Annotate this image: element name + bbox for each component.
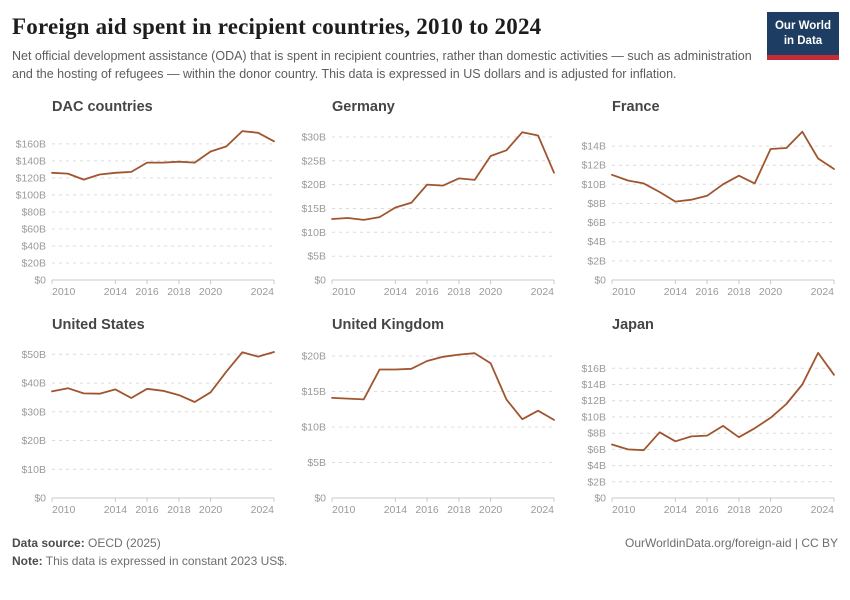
y-tick-label: $14B [581,378,606,391]
y-tick-label: $25B [301,154,326,167]
x-tick-label: 2024 [250,503,274,516]
y-tick-label: $0 [34,492,46,505]
footer-left [12,534,287,571]
facet-dac-countries [12,98,276,302]
y-tick-label: $0 [34,274,46,287]
y-tick-label: $5B [307,456,326,469]
facet-title: United Kingdom [332,316,444,333]
y-tick-label: $0 [594,492,606,505]
y-tick-label: $140B [15,155,46,168]
note-value: This data is expressed in constant 2023 US$. [42,554,288,569]
x-tick-label: 2020 [478,285,503,298]
x-tick-label: 2016 [415,503,439,516]
x-tick-label: 2010 [332,503,356,516]
y-tick-label: $0 [594,274,606,287]
y-tick-label: $50B [21,348,46,361]
y-tick-label: $15B [301,202,326,215]
x-tick-label: 2024 [810,503,834,516]
facet-germany [292,98,556,302]
x-tick-label: 2010 [52,503,76,516]
y-tick-label: $5B [307,250,326,263]
line-series [332,353,554,420]
chart-svg [572,118,836,302]
x-tick-label: 2024 [530,285,554,298]
x-tick-label: 2016 [695,285,719,298]
y-tick-label: $20B [21,434,46,447]
y-tick-label: $30B [21,406,46,419]
x-tick-label: 2014 [663,285,688,298]
facet-title: Germany [332,98,395,115]
x-tick-label: 2016 [695,503,719,516]
page-title: Foreign aid spent in recipient countries, 2010 to 2024 [12,14,542,39]
x-tick-label: 2010 [612,503,636,516]
x-tick-label: 2014 [383,503,408,516]
y-tick-label: $15B [301,385,326,398]
y-tick-label: $10B [301,226,326,239]
line-series [52,352,274,402]
x-tick-label: 2018 [167,285,191,298]
y-tick-label: $0 [314,274,326,287]
data-source-label: Data source: [12,535,85,550]
x-tick-label: 2024 [530,503,554,516]
line-series [52,131,274,180]
x-tick-label: 2014 [103,503,128,516]
page-footer [12,534,838,571]
x-tick-label: 2020 [198,285,223,298]
x-tick-label: 2018 [447,503,471,516]
y-tick-label: $16B [581,362,606,375]
note-label: Note: [12,554,43,569]
x-tick-label: 2014 [103,285,128,298]
page-subtitle: Net official development assistance (ODA) that is spent in recipient countries, rather than domestic activities — such as administration and the hosting of refugees — within the donor country. This data is expressed in US dollars and is adjusted for inflation. [12,49,752,81]
y-tick-label: $2B [587,476,606,489]
y-tick-label: $12B [581,394,606,407]
owid-logo-line1: Our World [774,20,831,32]
x-tick-label: 2020 [478,503,503,516]
line-series [332,132,554,220]
y-tick-label: $12B [581,159,606,172]
y-tick-label: $120B [15,172,46,185]
owid-logo [767,12,839,60]
y-tick-label: $0 [314,492,326,505]
x-tick-label: 2010 [612,285,636,298]
facet-title: France [612,98,660,115]
x-tick-label: 2014 [383,285,408,298]
y-tick-label: $10B [21,463,46,476]
charts-grid [12,98,838,520]
x-tick-label: 2024 [250,285,274,298]
y-tick-label: $100B [15,189,46,202]
y-tick-label: $6B [587,216,606,229]
x-tick-label: 2016 [135,285,159,298]
chart-svg [572,336,836,520]
chart-svg [12,118,276,302]
y-tick-label: $8B [587,427,606,440]
chart-svg [12,336,276,520]
y-tick-label: $6B [587,443,606,456]
owid-logo-line2: in Data [783,34,823,47]
facet-title: Japan [612,316,654,333]
x-tick-label: 2018 [447,285,471,298]
y-tick-label: $30B [301,131,326,144]
line-series [612,131,834,201]
y-tick-label: $40B [21,377,46,390]
x-tick-label: 2010 [332,285,356,298]
chart-svg [292,336,556,520]
y-tick-label: $40B [21,240,46,253]
line-series [612,353,834,450]
y-tick-label: $60B [21,223,46,236]
facet-japan [572,316,836,520]
x-tick-label: 2020 [758,285,783,298]
y-tick-label: $4B [587,235,606,248]
x-tick-label: 2018 [167,503,191,516]
y-tick-label: $20B [301,350,326,363]
facet-united-kingdom [292,316,556,520]
x-tick-label: 2020 [758,503,783,516]
y-tick-label: $10B [301,421,326,434]
x-tick-label: 2016 [415,285,439,298]
facet-title: United States [52,316,145,333]
data-source-value: OECD (2025) [84,535,161,550]
x-tick-label: 2020 [198,503,223,516]
note-line [12,552,287,571]
y-tick-label: $10B [581,178,606,191]
x-tick-label: 2016 [135,503,159,516]
x-tick-label: 2014 [663,503,688,516]
chart-svg [292,118,556,302]
facet-title: DAC countries [52,98,153,115]
y-tick-label: $8B [587,197,606,210]
x-tick-label: 2018 [727,285,751,298]
x-tick-label: 2010 [52,285,76,298]
x-tick-label: 2018 [727,503,751,516]
y-tick-label: $80B [21,206,46,219]
y-tick-label: $160B [15,138,46,151]
y-tick-label: $20B [21,257,46,270]
y-tick-label: $20B [301,178,326,191]
y-tick-label: $4B [587,459,606,472]
facet-united-states [12,316,276,520]
facet-france [572,98,836,302]
owid-link[interactable]: OurWorldinData.org/foreign-aid | CC BY [625,535,838,550]
x-tick-label: 2024 [810,285,834,298]
y-tick-label: $10B [581,411,606,424]
y-tick-label: $2B [587,255,606,268]
data-source-line [12,534,287,553]
y-tick-label: $14B [581,140,606,153]
